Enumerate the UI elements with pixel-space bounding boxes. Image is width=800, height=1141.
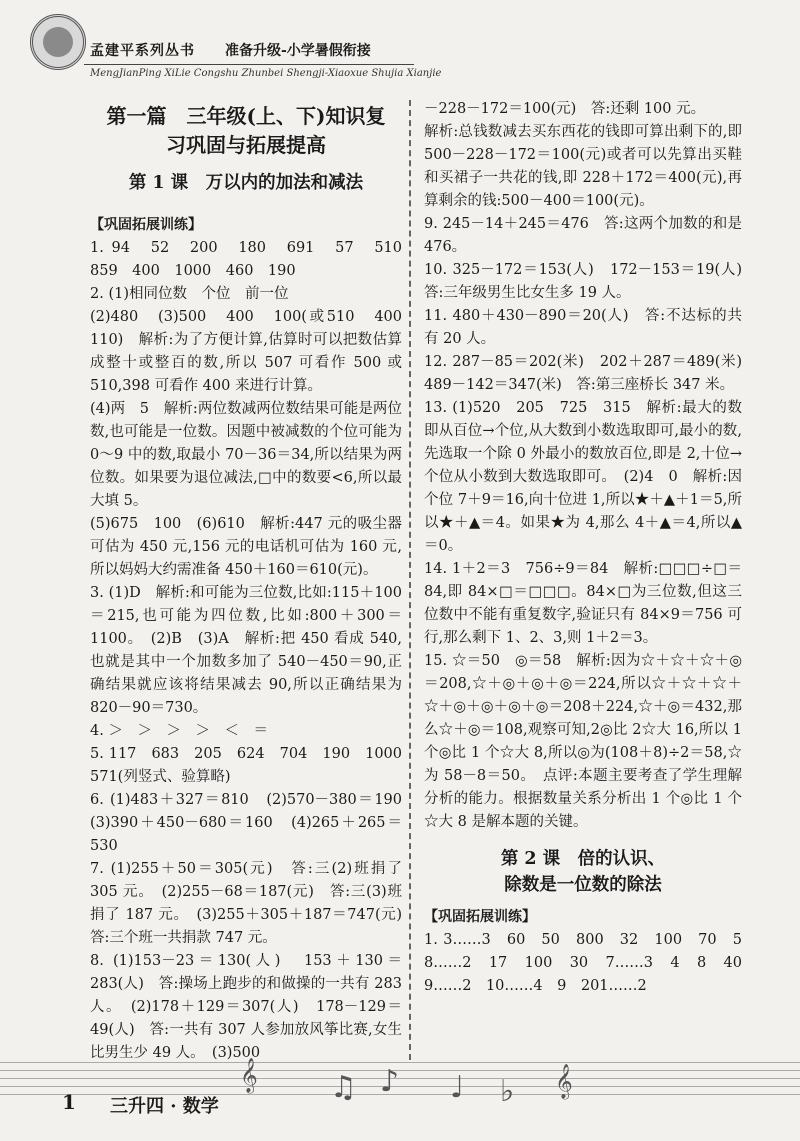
music-note-icon: ♫ [330,1070,357,1105]
answer-paragraph: 4. ＞ ＞ ＞ ＞ ＜ ＝ [90,723,268,739]
music-note-icon: ♪ [380,1064,400,1099]
answer-paragraph: 5. 117 683 205 624 704 190 1000 571(列竖式、验算略) [90,746,417,785]
answer-paragraph: 9. 245－14＋245＝476 答:这两个加数的和是 476。 [424,216,742,255]
chapter-title: 第一篇 三年级(上、下)知识复 习巩固与拓展提高 [106,104,386,157]
answer-paragraph: (5)675 100 (6)610 解析:447 元的吸尘器可估为 450 元,156 元的电话机可估为 160 元,所以妈妈大约需准备 450＋160＝610(元)。 [90,516,402,578]
answer-paragraph: (4)两 5 解析:两位数减两位数结果可能是两位数,也可能是一位数。因题中被减数的个位可能为 0～9 中的数,取最小 70－36＝34,所以结果为两位数。如果要为退位减法,□中的数要<6,所以最大填 5。 [90,401,402,509]
answer-paragraph: 解析:总钱数减去买东西花的钱即可算出剩下的,即 500－228－172＝100(元)或者可以先算出买鞋和买裙子一共花的钱,即 228＋172＝400(元),再算剩余的钱:500－400＝100(元)。 [424,124,742,209]
answer-paragraph: (2)480 (3)500 400 100(或510 400 110) 解析:为了方便计算,估算时可以把数估算成整十或整百的数,所以 507 可看作 500 或 510,398 可看作 400 来进行计算。 [90,309,417,394]
answer-paragraph: 7. (1)255＋50＝305(元) 答:三(2)班捐了 305 元。 (2)255－68＝187(元) 答:三(3)班捐了 187 元。 (3)255＋305＋187＝747(元) 答:三个班一共捐款 747 元。 [90,861,417,946]
answer-paragraph: 11. 480＋430－890＝20(人) 答:不达标的共有 20 人。 [424,308,742,347]
page-footer [0,1040,800,1141]
flat-sign-icon: ♭ [500,1074,515,1109]
answer-paragraph: 3. (1)D 解析:和可能为三位数,比如:115＋100＝215,也可能为四位数,比如:800＋300＝1100。 (2)B (3)A 解析:把 450 看成 540,也就是其中一个加数多加了 540－450＝90,正确结果就应该将结果减去 90,所以正确结果为 820－90＝730。 [90,585,402,716]
answer-paragraph: 10. 325－172＝153(人) 172－153＝19(人) 答:三年级男生比女生多 19 人。 [424,262,757,301]
answer-paragraph: 1. 94 52 200 180 691 57 510 859 400 1000 460 190 [90,240,417,279]
answer-paragraph: 15. ☆＝50 ◎＝58 解析:因为☆＋☆＋☆＋◎＝208,☆＋◎＋◎＋◎＝224,所以☆＋☆＋☆＋☆＋◎＋◎＋◎＋◎＝208＋224,☆＋◎＝432,那么☆＋◎＝108,观察可知,2◎比 2☆大 16,所以 1 个◎比 1 个☆大 8,所以◎为(108＋8)÷2＝58,☆为 58－8＝50。 点评:本题主要考查了学生理解分析的能力。根据数量关系分析出 1 个◎比 1 个☆大 8 是解本题的关键。 [424,653,742,830]
answer-paragraph: 6. (1)483＋327＝810 (2)570－380＝190 (3)390＋450－680＝160 (4)265＋265＝530 [90,792,417,854]
series-name: 孟建平系列丛书 [90,43,195,59]
answer-paragraph: 2. (1)相同位数 个位 前一位 [90,286,289,302]
section-heading: 【巩固拓展训练】 [90,217,202,233]
treble-clef-icon: 𝄞 [240,1058,258,1093]
page-header [0,0,800,92]
answer-paragraph: 14. 1＋2＝3 756÷9＝84 解析:□□□÷□＝84,即 84×□＝□□□。84×□为三位数,但这三位数中不能有重复数字,验证只有 84×9＝756 可行,那么剩下 1、2、3,则 1＋2＝3。 [424,561,742,646]
answer-paragraph: 13. (1)520 205 725 315 解析:最大的数即从百位→个位,从大数到小数选取即可,最小的数,先选取一个除 0 外最小的数放百位,即是 2,十位→个位从小数到大数选取即可。 (2)4 0 解析:因个位 7＋9＝16,向十位进 1,所以★＋▲＋1＝5,所以★＋▲＝4。如果★为 4,那么 4＋▲＝4,所以▲＝0。 [424,400,742,554]
section-heading-2: 【巩固拓展训练】 [424,909,536,925]
publisher-logo [30,14,86,70]
answer-paragraph: 8. (1)153－23＝130(人) 153＋130＝283(人) 答:操场上跑步的和做操的一共有 283 人。 (2)178＋129＝307(人) 178－129＝49(人) 答:一共有 307 人参加放风筝比赛,女生比男生少 49 人。 (3)500 [90,953,402,1061]
page-number: 1 [62,1090,76,1114]
book-subtitle-pinyin: MengJianPing XiLie Congshu Zhunbei Shengji-Xiaoxue Shujia Xianjie [90,68,442,79]
treble-clef-icon: 𝄞 [555,1064,573,1099]
answer-paragraph: 12. 287－85＝202(米) 202＋287＝489(米) 489－142＝347(米) 答:第三座桥长 347 米。 [424,354,757,393]
answer-paragraph: －228－172＝100(元) 答:还剩 100 元。 [424,101,706,117]
book-subtitle: 准备升级-小学暑假衔接 [225,43,371,59]
lesson-2-title: 第 2 课 倍的认识、 除数是一位数的除法 [500,849,666,895]
lesson-title: 第 1 课 万以内的加法和减法 [128,173,364,193]
left-column [90,98,417,1065]
footer-title: 三升四 · 数学 [110,1096,219,1117]
answer-paragraph: 1. 3……3 60 50 800 32 100 70 5 8……2 17 100 30 7……3 4 8 40 9……2 10……4 9 201……2 [424,932,757,994]
music-note-icon: ♩ [450,1070,465,1105]
right-column [424,98,757,998]
